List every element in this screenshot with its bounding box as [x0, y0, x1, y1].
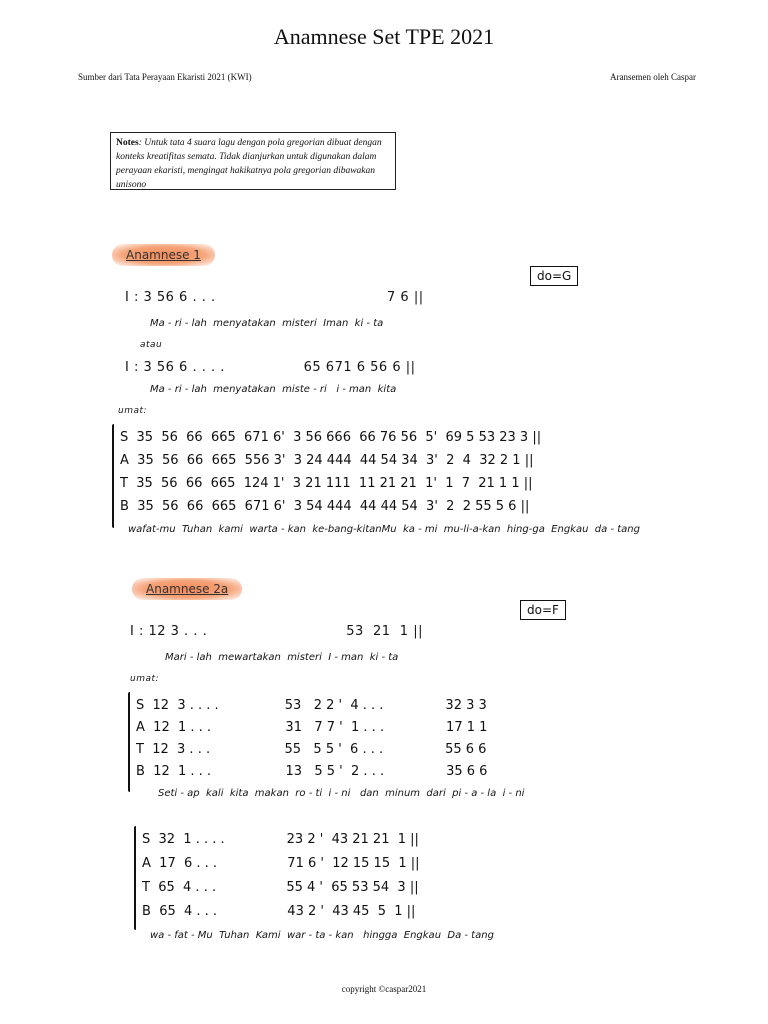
anamnese1-umat: umat:	[118, 406, 148, 416]
key-signature-2a: do=F	[520, 600, 566, 620]
page-title: Anamnese Set TPE 2021	[273, 24, 495, 49]
section-label-anamnese-1: Anamnese 1	[112, 244, 215, 266]
satb-brace-2a-1	[128, 692, 130, 792]
anamnese1-line1-notes: I : 3 56 6 . . . 7 6 ||	[125, 290, 424, 305]
voice-soprano-2a-1: S 12 3 . . . . 53 2 2 ' 4 . . . 32 3 3	[136, 698, 487, 713]
voice-bass-2a-1: B 12 1 . . . 13 5 5 ' 2 . . . 35 6 6	[136, 764, 488, 779]
voice-alto-1: A 35 56 66 665 556 3' 3 24 444 44 54 34 3' 2 4 32 2 1 ||	[120, 453, 534, 468]
notes-text: : Untuk tata 4 suara lagu dengan pola gregorian dibuat dengan konteks kreatifitas semata. Tidak dianjurkan untuk digunakan dalam perayaan ekaristi, mengingat hakikatnya pola gregorian dibawakan unisono	[116, 138, 382, 190]
voice-bass-2a-2: B 65 4 . . . 43 2 ' 43 45 5 1 ||	[142, 904, 416, 919]
voice-tenor-2a-2: T 65 4 . . . 55 4 ' 65 53 54 3 ||	[142, 880, 419, 895]
anamnese2a-umat: umat:	[130, 674, 160, 684]
voice-soprano-1: S 35 56 66 665 671 6' 3 56 666 66 76 56 5' 69 5 53 23 3 ||	[120, 430, 542, 445]
satb-brace-2a-2	[134, 826, 136, 930]
anamnese1-line1-lyric: Ma - ri - lah menyatakan misteri Iman ki - ta	[150, 318, 384, 329]
anamnese1-atau: atau	[140, 340, 163, 350]
voice-tenor-2a-1: T 12 3 . . . 55 5 5 ' 6 . . . 55 6 6	[136, 742, 487, 757]
anamnese2a-lyric-2: wa - fat - Mu Tuhan Kami war - ta - kan hingga Engkau Da - tang	[150, 930, 494, 941]
arranger-text: Aransemen oleh Caspar	[610, 72, 696, 82]
satb-brace-1	[112, 424, 114, 528]
voice-soprano-2a-2: S 32 1 . . . . 23 2 ' 43 21 21 1 ||	[142, 832, 419, 847]
anamnese1-satb-lyric: wafat-mu Tuhan kami warta - kan ke-bang-kitanMu ka - mi mu-li-a-kan hing-ga Engkau da - tang	[128, 524, 640, 535]
anamnese2a-line1-notes: I : 12 3 . . . 53 21 1 ||	[130, 624, 423, 639]
voice-alto-2a-1: A 12 1 . . . 31 7 7 ' 1 . . . 17 1 1	[136, 720, 488, 735]
section-label-anamnese-2a: Anamnese 2a	[132, 578, 242, 600]
notes-box	[110, 132, 396, 190]
voice-bass-1: B 35 56 66 665 671 6' 3 54 444 44 44 54 3' 2 2 55 5 6 ||	[120, 499, 530, 514]
anamnese1-line2-notes: I : 3 56 6 . . . . 65 671 6 56 6 ||	[125, 360, 416, 375]
notes-label: Notes	[116, 138, 139, 148]
key-signature-1: do=G	[530, 266, 578, 286]
anamnese2a-lyric-1: Seti - ap kali kita makan ro - ti i - ni dan minum dari pi - a - la i - ni	[158, 788, 525, 799]
voice-alto-2a-2: A 17 6 . . . 71 6 ' 12 15 15 1 ||	[142, 856, 420, 871]
copyright-footer: copyright ©caspar2021	[341, 984, 427, 994]
voice-tenor-1: T 35 56 66 665 124 1' 3 21 111 11 21 21 1' 1 7 21 1 1 ||	[120, 476, 533, 491]
source-text: Sumber dari Tata Perayaan Ekaristi 2021 (KWI)	[78, 72, 252, 82]
anamnese2a-line1-lyric: Mari - lah mewartakan misteri I - man ki - ta	[165, 652, 399, 663]
anamnese1-line2-lyric: Ma - ri - lah menyatakan miste - ri i - man kita	[150, 384, 397, 395]
